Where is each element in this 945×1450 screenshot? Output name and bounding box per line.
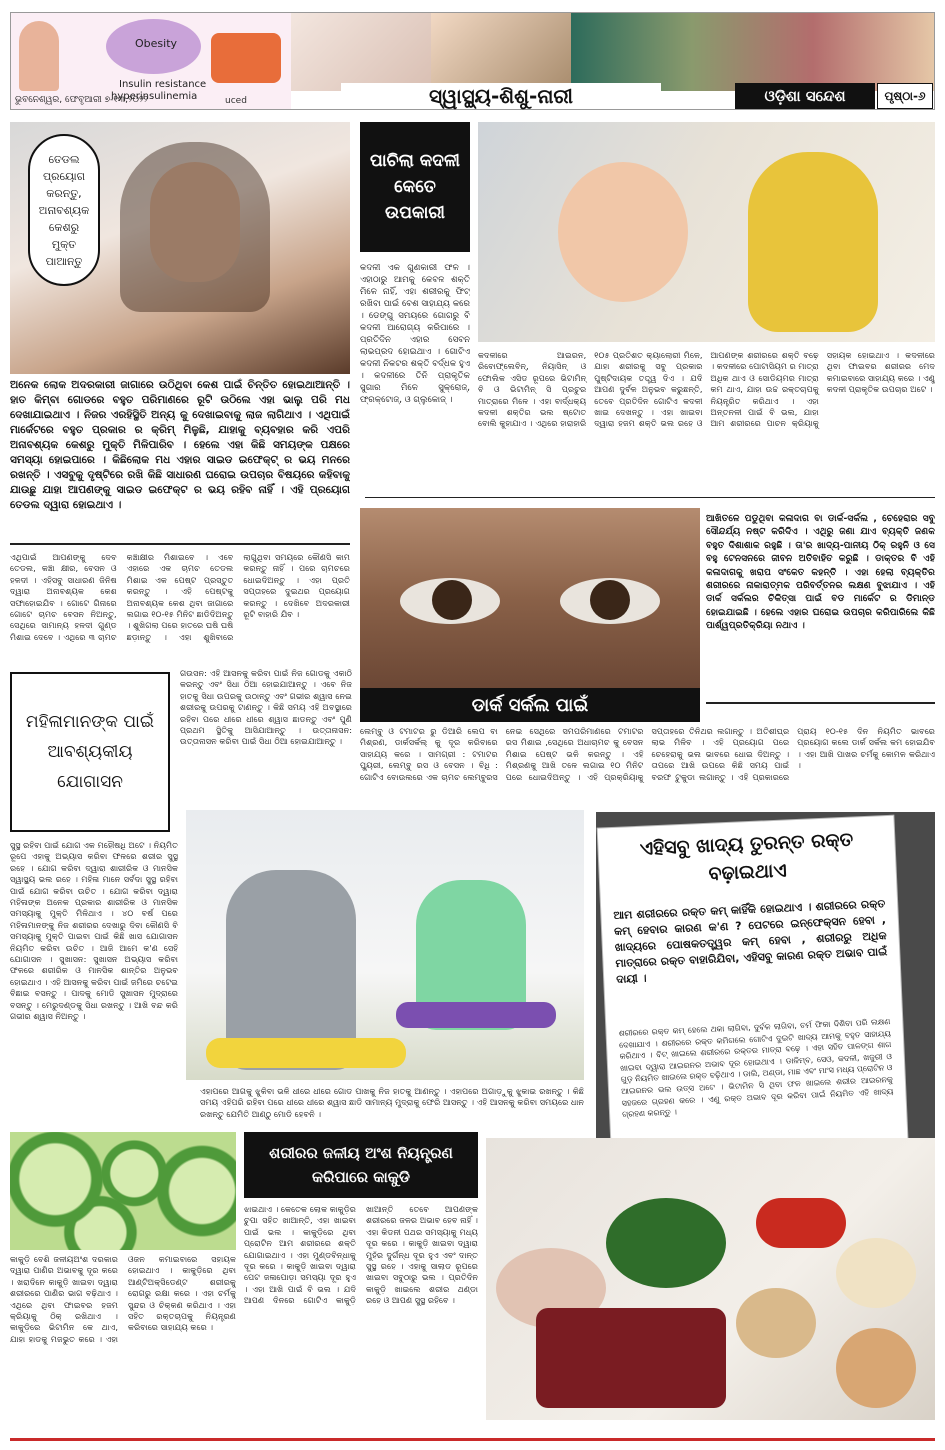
yoga-mat-left (206, 1038, 406, 1068)
person-at-computer-icon (19, 21, 59, 91)
dark-circle-body: ଲେମ୍ବୁ ଓ ଟମାଟର ରୁ ଡିଆରି ଲେପ ବା ମିଶ୍ରଣ, ଡାର୍କସର୍କଲ୍ କୁ ଦୂର କରିବାରେ ସାହାଯ୍ୟ କରେ । ସାମଗ୍ରୀ : ଟମାଟର ପ୍ୟୁରୀ, ଲେମ୍ବୁ ରସ ଓ ବେସନ । ବିଧି : ଗୋଟିଏ ବୋଉଲରେ ଏକ ଚାମଚ ଲେମ୍ବୁରସ ନେଇ ସେଥିରେ ସମପରିମାଣରେ ଟମାଟର ରସ ମିଶାଇ ,ସେଥିରେ ଅଧାଚାମଚ କୁ ବେସନ ମିଶାଇ ପେଷ୍ଟ ଭଳି କରନ୍ତୁ । ଏହି ମିଶ୍ରଣକୁ ଆଖି ତଳେ ଲଗାଇ ୧୦ ମିନିଟ ପରେ ଧୋଇଦିଅନ୍ତୁ । ଏହି ପ୍ରକ୍ରିୟାକୁ ସପ୍ତାହରେ ତିନିଥର ଲଗାନ୍ତୁ । ଅତିଶୀଘ୍ର ଲାଭ ମିଳିବ । ଏହି ପ୍ରୟୋଗ ପରେ ଚେହେରାକୁ ଭଲ ଭାବରେ ଧୋଇ ଦିଅନ୍ତୁ । ତାପରେ ଆଖି ଉପରେ କିଛି ସମୟ ପାଇଁ ବରଫ ଟୁକୁଡା ଲଗାନ୍ତୁ । ଏହି ପ୍ରକାରରେ ପ୍ରାୟ ୧୦-୧୫ ଦିନ ନିୟମିତ ଭାବରେ ପ୍ରୟୋଗ କଲେ ଡାର୍କ ସର୍କଲ କମ ହୋଇଯିବ । ଏହା ଆଖି ପାଖର ଚର୍ମକୁ କୋମଳ କରିଥାଏ । (360, 726, 935, 782)
right-iris-shape (590, 580, 630, 620)
masthead (10, 12, 935, 110)
hair-lead: ଅନେକ ଲୋକ ଅଦରକାରୀ ଜାଗାରେ ଉଠିଥିବା କେଶ ପାଇଁ ଚିନ୍ତିତ ହୋଇଥାଆନ୍ତି । ହାତ କିମ୍ବା ଗୋଡରେ ବହୁତ ପରିମାଣରେ ରୂଟି ଉଠିଲେ ଏହା ଭାଲୁ ପରି ମଧ ଦେଖାଯାଇଥାଏ । ନିଜର ଏରହିସ୍ଥିତି ଅନ୍ୟ କୁ ଦେଖାଇବାକୁ ଲାଜ ଲାଗିଥାଏ । ଏଥିପାଇଁ ମାର୍କେଟରେ ବହୁତ ପ୍ରକାର ର କ୍ରିମ୍ ମିଳୁଛି, ଯାହାକୁ ବ୍ୟବହାର କରି ଏପରି ଅନାବଶ୍ୟକ କେଶରୁ ମୁକ୍ତି ମିଳିପାରିବ । ହେଲେ ଏହା କିଛି ସମୟଙ୍କ ପକ୍ଷରେ ସମସ୍ୟା ହୋଇପାରେ । କିଛିଲୋକ ମଧ ଏହାର ସାଇଡ ଇଫେକ୍ଟ୍ ର ଭୟ ମନରେ ରଖନ୍ତି । ଏସବୁକୁ ଦୃଷ୍ଟିରେ ରଖି କିଛି ସାଧାରଣ ଘରୋଇ ଉପଚାର ବିଷୟରେ କହିବାକୁ ଯାଉଛୁ ଯାହା ଆପଣଙ୍କୁ ସାଇଡ ଇଫେକ୍ଟ ର ଭୟ ରହିବ ନାହିଁ । ଏହି ପ୍ରୟୋଗ ତେଡଲ ଦ୍ୱାରା ହୋଇଥାଏ । (10, 379, 350, 511)
hair-body: ଏଥିପାଇଁ ଆପଣଙ୍କୁ ଦେବ ତେଡଲ, କଞ୍ଚା କ୍ଷୀର, ବେସନ ଓ ହଳଦୀ । ଏହିସବୁ ସାଧାରଣ ଜିନିଷ ଦ୍ୱାରା ଅନାବଶ୍ୟକ କେଶ ସଫାହୋଇଯିବ । ଗୋଟେ ଗିନାରେ ଗୋଟେ ଚାମଚ ବେସନ ନିଅନ୍ତୁ, ସେଥିରେ ସାମାନ୍ୟ ହଳଦୀ ଗୁଣ୍ଡ ମିଶାଇ ଦେବେ । ଏଥିରେ ୩ ଚାମଚ କଞ୍ଚାକ୍ଷୀର ମିଶାଇବେ । ଏବେ ଏହାରେ ଏକ ଚାମଚ ତେଡଲ ମିଶାଇ ଏକ ପେଷ୍ଟ ପ୍ରସ୍ତୁତ କରନ୍ତୁ । ଏହି ପେଷ୍ଟକୁ ଅନାବଶ୍ୟକ କେଶ ଥିବା ଜାଗାରେ ଲଗାଇ ୧୦-୧୫ ମିନିଟ ଛାଡିଦିଅନ୍ତୁ । ଶୁଖିଗଲା ପରେ ହାତରେ ଘଷି ଘଷି ଛଡ଼ାନ୍ତୁ । ଏହା ଶୁଖିବାରେ ଲାଗୁଥିବା ସମୟରେ କୌଣସି କାମ କରନ୍ତୁ ନାହିଁ । ପରେ ଚାମଚରେ ଧୋଇଦିଅନ୍ତୁ । ଏହା ପ୍ରତି ସପ୍ତାହରେ ଦୁଇଥର ପ୍ରୟୋଗ କରନ୍ତୁ । ଦେଖିବେ ଅଦରକାରୀ ରୂଟି ବାହାରି ଯିବ । (10, 552, 350, 642)
iron-foods-photo (486, 1138, 935, 1420)
baby-face-shape (558, 162, 688, 302)
footer-rule (10, 1438, 935, 1441)
dark-circle-lead: ଆଖିତଳେ ପଡୁଥିବା କଳାଦାଗ ବା ଡାର୍କ-ସର୍କଲ , ଚେହେରାର ସବୁ ସୌନ୍ଦର୍ଯ୍ୟ ନଷ୍ଟ କରିଦିଏ । ଏଥିରୁ ଜଣା ଯାଏ ବ୍ୟକ୍ତି ଜଣକ ବହୁତ ଦିଶାଶାକ ରହୁଛି । ତା'ର ଖାଦ୍ୟ-ପାନୀୟ ଠିକ୍ ରହୁନି ଓ ସେ ବହୁ ଟେନସନରେ ଜୀବନ ଅତିବାହିତ କରୁଛି । ଡାକ୍ତର ବି ଏହି କଳାଦାଗକୁ ଖରାପ ସଂକେତ କହନ୍ତି । ଏହା ହେଲା ବ୍ୟକ୍ତିର ଶରୀରରେ ନାକାରାତ୍ମକ ପରିବର୍ତ୍ତନର ଲକ୍ଷଣ ବୁଝାଯାଏ । ଏହି ଡାର୍କ ସର୍କଲର ଚିକିତ୍ସା ପାଇଁ ବଡ ମାର୍କେଟ ର ଡିମାନ୍ଡ ହୋଇଯାଇଛି । ହେଲେ ଏହାର ଘରୋଇ ଉପଚାର କରିପାରିଲେ କିଛି ପାର୍ଶ୍ୱପ୍ରତିକ୍ରିୟା ନଥାଏ । (706, 513, 935, 632)
yoga-caption: ଏହାପରେ ଆଗକୁ ଝୁକିବା ଭଳି ଧୀରେ ଧୀରେ ଗୋଡ ପାଖକୁ ନିଜ ହାତକୁ ଆଣନ୍ତୁ । ଏହାପରେ ଅଗାଡ଼ୁକୁ ଝୁକାଇ ରଖନ୍ତୁ । କିଛି ସମୟ ଏହିପରି ରହିବା ପରେ ଧୀରେ ଧୀରେ ଶ୍ୱାସ ଛାଡି ସାମାନ୍ୟ ମୁଦ୍ରାକୁ ଫେରି ଆସନ୍ତୁ । ଏହି ଆସନକୁ କରିବା ସମୟରେ ଧାନ ରଖନ୍ତୁ ଯେମିତି ଆଣ୍ଠୁ ମୋଡି ହେବନି । (200, 1086, 584, 1119)
baby-banana-photo (478, 122, 935, 342)
liver-board (536, 1308, 726, 1408)
yoga-body: ସୁସ୍ଥ ରହିବା ପାଇଁ ଯୋଗ ଏକ ମହୌଷଧି ଅଟେ । ନିୟମିତ ରୂପେ ଏହାକୁ ଅଭ୍ୟାସ କରିବା ଫଳରେ ଶରୀର ସୁସ୍ଥ ରହେ । ଯୋଗ କରିବା ଦ୍ୱାରା ଶାରୀରିକ ଓ ମାନସିକ ସ୍ୱାସ୍ଥ୍ୟ ଭଲ ରହେ । ମହିଳା ମାନେ ସର୍ବଦା ସୁସ୍ଥ ରହିବା ପାଇଁ ଯୋଗ କରିବା ଉଚିତ । ଯୋଗ କରିବା ଦ୍ୱାରା ମହିଳାଙ୍କ ଅନେକ ପ୍ରକାର ଶାରୀରିକ ଓ ମାନସିକ ସମସ୍ୟାକୁ ମୁକ୍ତି ମିଳିଥାଏ । ୪୦ ବର୍ଷ ପରେ ମହିଳାମାନଙ୍କୁ ନିଜ ଶରୀରର ଦେଖାରୁ ଦିବା କୌଣସି ବି ସମସ୍ୟାକୁ ମୁକ୍ତି ପାଇବା ପାଇଁ କିଛି ଖାସ ଯୋଗାସନ ନିୟମିତ କରିବା ଉଚିତ । ଆଜି ଆମେ କ'ଣ ସେହି ଯୋଗାସନ । ସୁଖାସନ: ସୁଖାସନ ଅଭ୍ୟାସ କରିବା ଫଳରେ ଶରୀରିକ ଓ ମାନସିକ ଶାନ୍ତିର ଅନୁଭବ ହୋଇଥାଏ । ଏହି ଆସନକୁ କରିବା ପାଇଁ ଜମିରେ ଚଟେଇ ବିଛାଇ ବସନ୍ତୁ । ପାଦକୁ ମୋଡି ସୁଖାସନ ମୁଦ୍ରାରେ ବସନ୍ତୁ । ମେରୁଦଣ୍ଡକୁ ସିଧା ରଖନ୍ତୁ । ଆଖି ବନ୍ଦ କରି ଗଭୀର ଶ୍ୱାସ ନିଅନ୍ତୁ । (10, 840, 178, 1022)
banana-body: କଦଳୀରେ ଆଇରନ, ରିବୋଫ୍ଲେବିନ୍, ନିୟାସିନ୍ ଓ ଫୋଲିକ ଏସିଡ ରୂପରେ ଭିଟାମିନ୍ ବି ଓ ଭିଟାମିନ୍ ସି ପ୍ରଚୁର ମାତ୍ରାରେ ମିଳେ । ଏହା ବାର୍ଦ୍ଧକ୍ୟ କଦଳୀ ଶକ୍ତିର ଭଲ ଷ୍ଟୋତ ବୋଲି କୁହାଯାଏ । ଏଥିରେ ହାରାହାରି ୧୦୫ ପ୍ରତିଶତ କ୍ୟାଲୋରୀ ମିଳେ, ଯାହା ଶରୀରକୁ ସବୁ ପ୍ରକାର ପୁଷ୍ଟିଦାୟକ ତତ୍ତ୍ୱ ଦିଏ । ଯଦି ଆପଣ ଦୁର୍ବଳ ଅନୁଭବ କରୁଛନ୍ତି, ତେବେ ପ୍ରତିଦିନ ଗୋଟିଏ କଦଳୀ ଖାଇ ଦେଖନ୍ତୁ । ଏହା ଖାଇବା ଦ୍ୱାରା ହଜମ ଶକ୍ତି ଭଲ ରହେ ଓ ଆପଣଙ୍କ ଶରୀରରେ ଶକ୍ତି ବଢ଼େ । କଦଳୀରେ ପୋଟାସିୟମ ର ମାତ୍ରା ଅଧିକ ଥାଏ ଓ ସୋଡିୟମର ମାତ୍ରା କମ ଥାଏ, ଯାହା ଉଚ୍ଚ ରକ୍ତଚାପକୁ ନିୟନ୍ତ୍ରିତ କରିଥାଏ । ଏହା ଅନ୍ତନଳୀ ପାଇଁ ବି ଭଲ, ଯାହା ଆମ ଶରୀରରେ ପାଚନ କ୍ରିୟାକୁ ସହାୟକ ହୋଇଥାଏ । କଦଳୀରେ ଥିବା ଫାଇବର ଶରୀରର ମେଦ କମାଇବାରେ ସାହାଯ୍ୟ କରେ । ଏଣୁ କଦଳୀ ପ୍ରାକୃତିକ ଉପଚାର ଅଟେ । (478, 350, 935, 429)
yoga-intro: ଗଉସନ: ଏହି ଆସନକୁ କରିବା ପାଇଁ ନିଜ ଗୋଡକୁ ଏକାଠି କରନ୍ତୁ ଏବଂ ସିଧା ଠିଆ ହୋଇଯାଆନ୍ତୁ । ଏବେ ନିଜ ହାତକୁ ସିଧା ଉପରକୁ ଉଠାନ୍ତୁ ଏବଂ ଗଭୀର ଶ୍ୱାସ ନେଇ ଶରୀରକୁ ଉପରକୁ ଟାଣନ୍ତୁ । କିଛି ସମୟ ଏହି ଅବସ୍ଥାରେ ରହିବା ପରେ ଧୀରେ ଧୀରେ ଶ୍ୱାସ ଛାଡନ୍ତୁ ଏବଂ ପୁଣି ପ୍ରଥମ ସ୍ଥିତିକୁ ଆସିଯାଆନ୍ତୁ । ଉତ୍ତାନାସନ: ଉତ୍ତାନାସନ କରିବା ପାଇଁ ସିଧା ଠିଆ ହୋଇଯାଆନ୍ତୁ । (180, 668, 352, 747)
obesity-label: Obesity (135, 37, 178, 50)
cucumber-photo (10, 1132, 236, 1250)
child-photo (431, 13, 571, 91)
blood-body: ଶରୀରରେ ରକ୍ତ କମ୍ ହେଲେ ଥକା ଲାଗିବା, ଦୁର୍ବଳ ଲାଗିବା, ଚର୍ମ ଫିକା ଦିଶିବା ପରି ଲକ୍ଷଣ ଦେଖାଯାଏ । ଶରୀରରେ ରକ୍ତ କମିଗଲେ ଗୋଟିଏ ଦୁଇଟି ଖାଦ୍ୟ ଆମକୁ ବହୁତ ସାହାଯ୍ୟ କରିଥାଏ । ବିଟ୍ ଖାଇଲେ ଶରୀରରେ ରକ୍ତର ମାତ୍ରା ବଢ଼େ । ଏହା ସହିତ ପାଳଙ୍ଗ ଶାଗ ଖାଇବା ଦ୍ୱାରା ଆଇରନର ଅଭାବ ଦୂର ହୋଇଥାଏ । ଡାଳିମ୍ବ, ସେଓ, କଦଳୀ, ଖଜୁରୀ ଓ ଗୁଡ଼ ନିୟମିତ ଖାଇଲେ ରକ୍ତ ବଢ଼ିଥାଏ । ଡାଲି, ଅଣ୍ଡା, ମାଛ ଏବଂ ମାଂସ ମଧ୍ୟ ପ୍ରୋଟିନ ଓ ଆଇରନର ଭଲ ଉତ୍ସ ଅଟେ । ଭିଟାମିନ ସି ଥିବା ଫଳ ଖାଇଲେ ଶରୀର ଆଇରନକୁ ସହଜରେ ଗ୍ରହଣ କରେ । ଏଣୁ ରକ୍ତ ଅଭାବ ଦୂର କରିବା ପାଇଁ ନିୟମିତ ଏହି ଖାଦ୍ୟ ଗ୍ରହଣ କରନ୍ତୁ । (618, 1017, 894, 1119)
banana-headline: ପାଚିଲା କଦଳୀ କେତେ ଉପକାରୀ (360, 122, 470, 252)
yoga-headline: ମହିଳାମାନଙ୍କ ପାଇଁ ଆବଶ୍ୟକୀୟ ଯୋଗାସନ (10, 672, 170, 832)
women-group-photo (571, 13, 934, 91)
sleeping-woman-photo (291, 13, 431, 91)
yoga-photo (186, 810, 584, 1080)
page-number: ପୃଷ୍ଠା-୬ (877, 83, 933, 109)
dark-circle-headline: ଡାର୍କ ସର୍କଲ ପାଇଁ (360, 688, 700, 722)
beans-bowl (736, 1288, 816, 1358)
spinach-bowl (606, 1198, 726, 1288)
woman-hair-shape (120, 142, 270, 312)
blood-lead: ଆମ ଶରୀରରେ ରକ୍ତ କମ୍ କାହିଁକି ହୋଇଥାଏ । ଶରୀରରେ ରକ୍ତ କମ୍ ହେବାର କାରଣ କ'ଣ ? ପେଟରେ ଇନ୍‌ଫେକ୍ସନ ହେବା , ଖାଦ୍ୟରେ ପୋଷକତତ୍ତ୍ୱର କମ୍ ହେବା , ଶରୀରରୁ ଅଧିକ ମାତ୍ରାରେ ରକ୍ତ ବାହାରିଯିବା, ଏହିସବୁ କାରଣ ରକ୍ତ ଅଭାବ ପାଇଁ ଦାୟୀ । (613, 897, 888, 986)
insulin-label: Insulin resistance (119, 79, 207, 90)
blood-headline: ଏହିସବୁ ଖାଦ୍ୟ ତୁରନ୍ତ ରକ୍ତ ବଢ଼ାଇଥାଏ (639, 828, 854, 885)
banana-divider (365, 497, 935, 498)
date-line: ଭୁବନେଶ୍ୱର, ଫେବୃଆରୀ ୭-୧୩,୨୦୨୨ (15, 95, 148, 105)
food-icon (211, 33, 281, 83)
cucumber-headline: ଶରୀରର ଜଳୀୟ ଅଂଶ ନିୟନ୍ତ୍ରଣ କରିପାରେ କାକୁଡି (244, 1132, 478, 1198)
banana-bunch-shape (748, 152, 878, 332)
section-title: ସ୍ୱାସ୍ଥ୍ୟ-ଶିଶୁ-ନାରୀ (341, 83, 661, 109)
reduced-label: uced (225, 96, 247, 106)
cucumber-body-left: କାକୁଡ଼ି ବେଶି ଜଳୀୟଅଂଶ ଦରକାର ଦ୍ୱାରା ପାଣିର ଅଭାବକୁ ଦୂର କରେ । ଖରାଦିନେ କାକୁଡ଼ି ଖାଇବା ଦ୍ୱାରା ଶରୀରରେ ପାଣିର ଭାଗ ବଢ଼ିଥାଏ । ଏଥିରେ ଥିବା ଫାଇବର ହଜମ କ୍ରିୟାକୁ ଠିକ୍ ରଖିଥାଏ । କାକୁଡ଼ିରେ ଭିଟାମିନ କେ ଥାଏ, ଯାହା ହାଡକୁ ମଜଭୁତ କରେ । ଏହା ଓଜନ କମାଇବାରେ ସହାୟକ ହୋଇଥାଏ । କାକୁଡ଼ିରେ ଥିବା ଆଣ୍ଟିଅକ୍ସିଡେଣ୍ଟ ଶରୀରକୁ ରୋଗରୁ ରକ୍ଷା କରେ । ଏହା ଚର୍ମକୁ ସୁନ୍ଦର ଓ ଚିକ୍କଣ କରିଥାଏ । ଏହା ସହିତ ରକ୍ତଚାପକୁ ନିୟନ୍ତ୍ରଣ କରିବାରେ ସାହାଯ୍ୟ କରେ । (10, 1254, 236, 1344)
dark-circle-divider (706, 702, 935, 704)
banana-col1: କଦଳୀ ଏକ ଗୁଣକାରୀ ଫଳ । ଏହାଠାରୁ ଆମକୁ କେବଳ ଶକ୍ତି ମିଳେ ନାହିଁ, ଏହା ଶରୀରକୁ ଫିଟ୍ ରଖିବା ପାଇଁ ବେଶ ସାହାଯ୍ୟ କରେ । ଡେଙ୍ଗୁ ସମୟରେ ଗୋଗରୁ ବି କଦଳୀ ଆରୋଗ୍ୟ କରିପାରେ । ପ୍ରତିଦିନ ଏହାର ସେବନ ଲାଭପ୍ରଦ ହୋଇଥାଏ । ଗୋଟିଏ କଦଳୀ ନିକଟର ଶକ୍ତି ବର୍ଦ୍ଧକ ହୁଏ । କଦଳୀରେ ତିନି ପ୍ରାକୃତିକ ସୁଗାର ମିଳେ ସୁକ୍ରୋଜ୍, ଫ୍ରକ୍ଟୋଜ୍, ଓ ଗ୍ଲୁକୋଜ୍ । (360, 263, 470, 405)
cashew-bowl (836, 1238, 916, 1308)
hair-divider (10, 543, 350, 545)
tomatoes (756, 1198, 846, 1248)
hair-bubble: ତେଡଲ ପ୍ରୟୋଗ କରନ୍ତୁ, ଅନାବଶ୍ୟକ କେଶରୁ ମୁକ୍ତ ପାଆନ୍ତୁ (28, 134, 100, 286)
yoga-mat-right (396, 1002, 556, 1028)
paper-name: ଓଡ଼ିଶା ସନ୍ଦେଶ (735, 83, 875, 109)
left-iris-shape (432, 580, 472, 620)
hyper-label: hyperinsulinemia (111, 91, 198, 102)
eggs (836, 1328, 916, 1408)
eyes-photo (360, 508, 700, 688)
cucumber-body-right: ଝାଇଥାଏ । କେତେକ ଲୋକ କାକୁଡ଼ିର ଚୁପା ସହିତ ଖାଆନ୍ତି, ଏହା ଖାଇବା ପାଇଁ ଭଲ । କାକୁଡ଼ିରେ ଥିବା ପ୍ରୋଟିନ ଆମ ଶରୀରରେ ଶକ୍ତି ଯୋଗାଇଥାଏ । ଏହା ମୁଣ୍ଡବିନ୍ଧାକୁ ଦୂର କରେ । କାକୁଡ଼ି ଖାଇବା ଦ୍ୱାରା ପେଟ ଜଳାପୋଡ଼ା ସମସ୍ୟା ଦୂର ହୁଏ । ଏହା ଆଖି ପାଇଁ ବି ଭଲ । ଯଦି ଆପଣ ଦିନରେ ଗୋଟିଏ କାକୁଡ଼ି ଖାଆନ୍ତି ତେବେ ଆପଣଙ୍କ ଶରୀରରେ ଜଳର ଅଭାବ ହେବ ନାହିଁ । ଏହା କିଡନୀ ପଥର ସମସ୍ୟାକୁ ମଧ୍ୟ ଦୂର କରେ । କାକୁଡ଼ି ଖାଇବା ଦ୍ୱାରା ମୁହଁର ଦୁର୍ଗନ୍ଧ ଦୂର ହୁଏ ଏବଂ ଦାନ୍ତ ସୁସ୍ଥ ରହେ । ଏହାକୁ ସାଲାଡ ରୂପରେ ଖାଇବା ସବୁଠାରୁ ଭଲ । ପ୍ରତିଦିନ କାକୁଡ଼ି ଖାଇଲେ ଶରୀର ଥଣ୍ଡା ରହେ ଓ ଆପଣ ସୁସ୍ଥ ରହିବେ । (244, 1204, 478, 1306)
